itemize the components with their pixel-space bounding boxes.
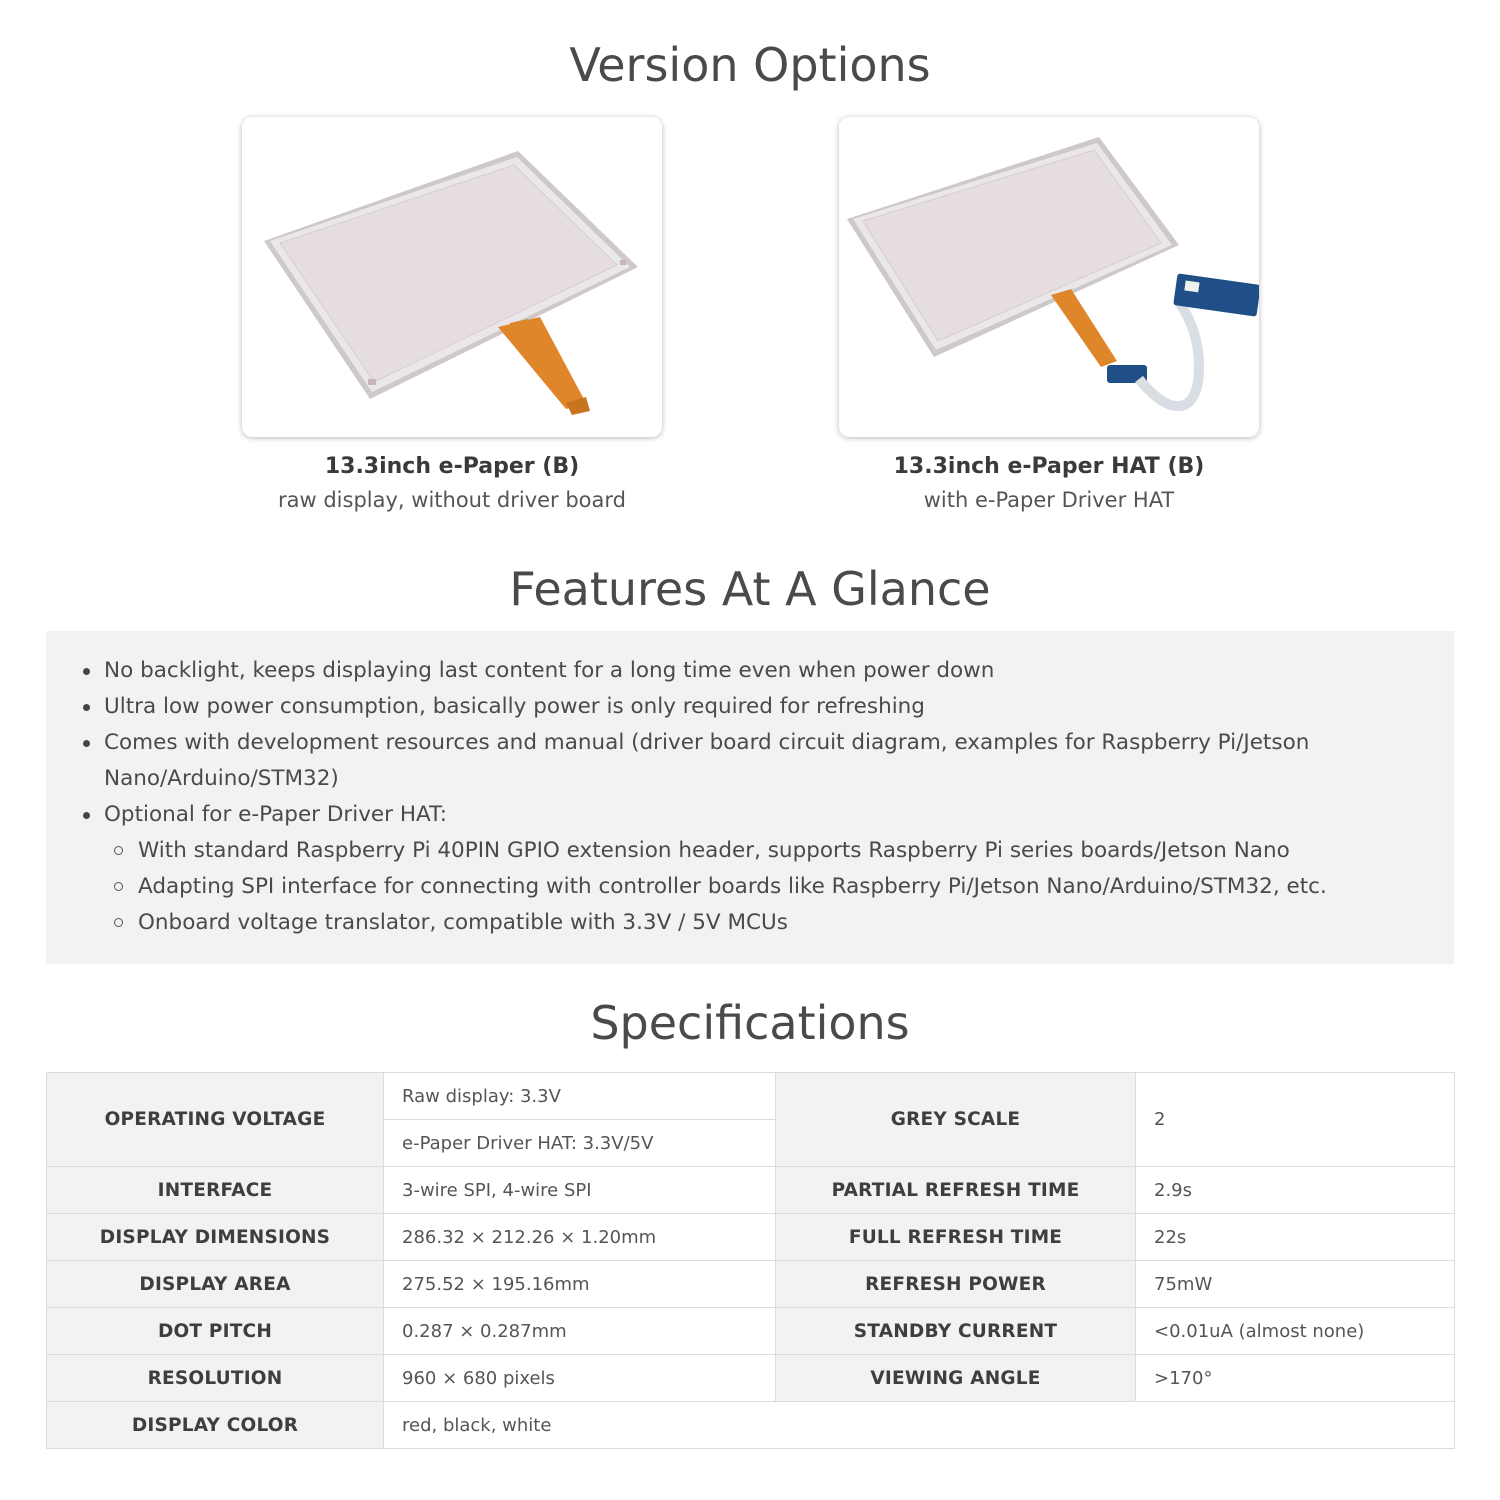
spec-label: FULL REFRESH TIME [776,1214,1136,1261]
sub-features-list [104,833,1420,941]
spec-label: RESOLUTION [47,1355,384,1402]
feature-item [80,689,1420,725]
spec-value: 960 × 680 pixels [384,1355,776,1402]
bullet-icon [83,668,90,675]
sub-feature-text: With standard Raspberry Pi 40PIN GPIO extension header, supports Raspberry Pi series boards/Jetson Nano [138,838,1290,863]
hat-version-name: 13.3inch e-Paper HAT (B) [893,454,1205,479]
sub-feature-item [104,905,1420,941]
spec-label: OPERATING VOLTAGE [47,1073,384,1167]
epaper-raw-illustration [242,117,662,437]
spec-value: 286.32 × 212.26 × 1.20mm [384,1214,776,1261]
spec-label: GREY SCALE [776,1073,1136,1167]
spec-label: DISPLAY DIMENSIONS [47,1214,384,1261]
spec-value: 0.287 × 0.287mm [384,1308,776,1355]
table-row [47,1261,1455,1308]
bullet-icon [83,740,90,747]
hat-display-image[interactable] [839,117,1259,437]
table-row [47,1355,1455,1402]
spec-value: Raw display: 3.3V [384,1073,776,1120]
bullet-icon [83,812,90,819]
feature-text: Comes with development resources and manual (driver board circuit diagram, examples for Raspberry Pi/Jetson Nano/Arduino/STM32) [104,730,1310,791]
spec-label: DISPLAY AREA [47,1261,384,1308]
sub-feature-item [104,833,1420,869]
spec-value: 75mW [1136,1261,1455,1308]
spec-value: <0.01uA (almost none) [1136,1308,1455,1355]
raw-display-image[interactable] [242,117,662,437]
spec-label: INTERFACE [47,1167,384,1214]
spec-value: 275.52 × 195.16mm [384,1261,776,1308]
feature-item [80,725,1420,797]
spec-value: red, black, white [384,1402,1455,1449]
raw-version-name: 13.3inch e-Paper (B) [324,454,580,479]
feature-item [80,653,1420,689]
spec-label: STANDBY CURRENT [776,1308,1136,1355]
spec-value: >170° [1136,1355,1455,1402]
circle-bullet-icon [114,846,123,855]
specifications-title: Specifications [590,996,910,1050]
features-panel [46,631,1454,964]
spec-label: VIEWING ANGLE [776,1355,1136,1402]
feature-text: Ultra low power consumption, basically power is only required for refreshing [104,694,925,719]
spec-label: REFRESH POWER [776,1261,1136,1308]
sub-feature-item [104,869,1420,905]
feature-text: No backlight, keeps displaying last content for a long time even when power down [104,658,995,683]
circle-bullet-icon [114,918,123,927]
features-list [80,653,1420,941]
sub-feature-text: Adapting SPI interface for connecting with controller boards like Raspberry Pi/Jetson Nano/Arduino/STM32, etc. [138,874,1327,899]
spec-value: 2.9s [1136,1167,1455,1214]
circle-bullet-icon [114,882,123,891]
table-row [47,1308,1455,1355]
hat-version-desc: with e-Paper Driver HAT [923,488,1175,512]
hat-version-caption [799,452,1299,518]
raw-version-caption [202,452,702,518]
table-row [47,1167,1455,1214]
feature-item [80,797,1420,941]
specifications-table [46,1072,1455,1449]
feature-text: Optional for e-Paper Driver HAT: [104,802,448,827]
spec-label: DOT PITCH [47,1308,384,1355]
spec-value: 2 [1136,1073,1455,1167]
table-row [47,1402,1455,1449]
table-row [47,1214,1455,1261]
raw-version-desc: raw display, without driver board [278,488,626,512]
spec-value: 3-wire SPI, 4-wire SPI [384,1167,776,1214]
spec-label: DISPLAY COLOR [47,1402,384,1449]
spec-label: PARTIAL REFRESH TIME [776,1167,1136,1214]
spec-value: 22s [1136,1214,1455,1261]
version-options-title: Version Options [569,38,931,92]
epaper-hat-illustration [839,117,1259,437]
bullet-icon [83,704,90,711]
features-title: Features At A Glance [509,562,991,616]
sub-feature-text: Onboard voltage translator, compatible with 3.3V / 5V MCUs [138,910,788,935]
spec-value: e-Paper Driver HAT: 3.3V/5V [384,1120,776,1167]
table-row [47,1073,1455,1120]
